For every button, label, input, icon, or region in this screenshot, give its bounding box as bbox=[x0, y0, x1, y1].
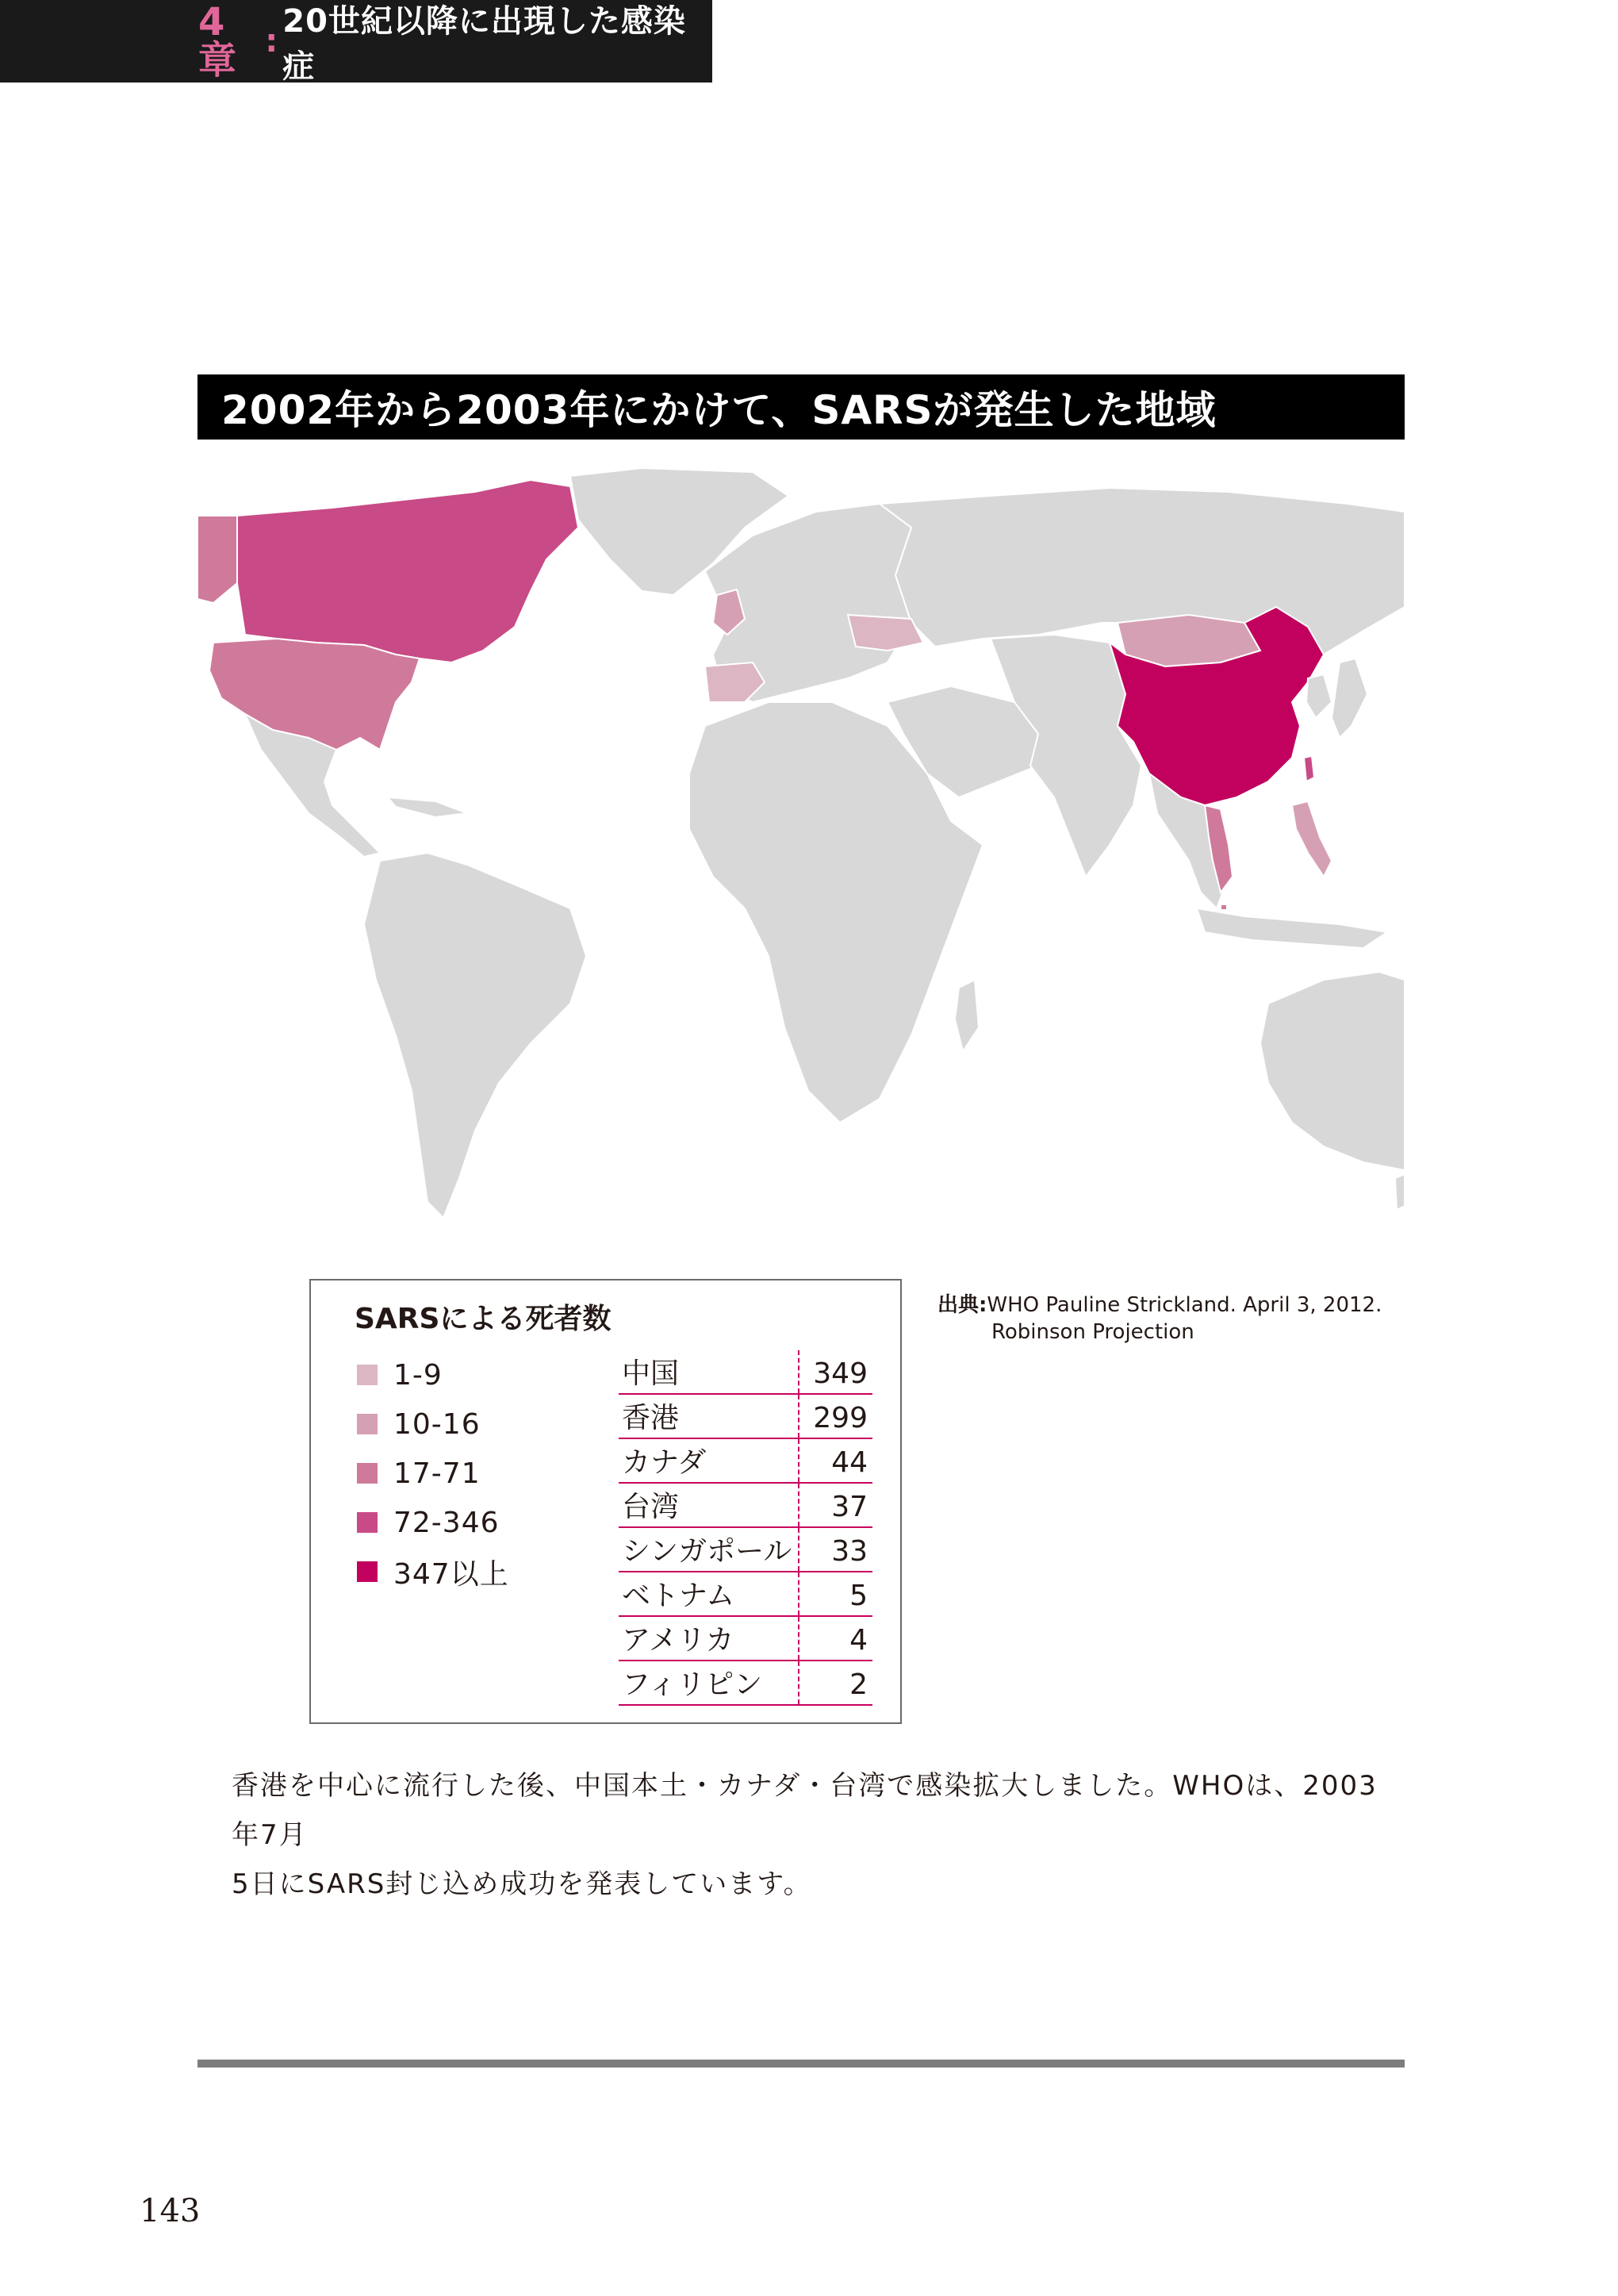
figure-title bbox=[197, 374, 1405, 440]
death-count: 5 bbox=[799, 1572, 872, 1616]
korea-region bbox=[1306, 674, 1332, 718]
ukraine-region bbox=[848, 615, 923, 651]
chapter-header bbox=[0, 0, 712, 83]
table-row bbox=[619, 1483, 872, 1527]
death-count: 33 bbox=[799, 1527, 872, 1572]
source-note bbox=[937, 1292, 1382, 1346]
country-name: ベトナム bbox=[619, 1572, 799, 1616]
south-america-region bbox=[364, 853, 586, 1218]
legend-label: 72-346 bbox=[393, 1506, 500, 1539]
legend-label: 347以上 bbox=[393, 1557, 509, 1591]
footer-divider bbox=[197, 2060, 1405, 2068]
source-line1: WHO Pauline Strickland. April 3, 2012. bbox=[987, 1293, 1382, 1317]
paragraph-line1: 香港を中心に流行した後、中国本土・カナダ・台湾で感染拡大しました。WHOは、2003年7月 bbox=[232, 1770, 1378, 1851]
legend-box bbox=[309, 1279, 902, 1724]
philippines-region bbox=[1292, 801, 1332, 877]
source-label: 出典: bbox=[937, 1293, 987, 1317]
death-count: 4 bbox=[799, 1616, 872, 1661]
legend-item bbox=[357, 1498, 509, 1547]
legend-swatch bbox=[357, 1561, 378, 1582]
legend-swatch bbox=[357, 1512, 378, 1533]
country-name: シンガポール bbox=[619, 1527, 799, 1572]
chapter-colon: : bbox=[265, 23, 278, 60]
death-count: 44 bbox=[799, 1438, 872, 1483]
alaska-region bbox=[197, 516, 237, 603]
country-name: アメリカ bbox=[619, 1616, 799, 1661]
figure-title-text: 2002年から2003年にかけて、SARSが発生した地域 bbox=[221, 387, 1217, 433]
country-name: カナダ bbox=[619, 1438, 799, 1483]
legend-label: 10-16 bbox=[393, 1407, 481, 1441]
taiwan-region bbox=[1304, 756, 1314, 781]
country-name: フィリピン bbox=[619, 1661, 799, 1705]
legend-swatch bbox=[357, 1365, 378, 1385]
legend-item bbox=[357, 1350, 509, 1399]
world-map bbox=[197, 464, 1405, 1238]
table-row bbox=[619, 1661, 872, 1705]
table-row bbox=[619, 1438, 872, 1483]
new-zealand-region bbox=[1395, 1174, 1405, 1210]
table-row bbox=[619, 1527, 872, 1572]
indonesia-region bbox=[1197, 908, 1387, 948]
death-count: 2 bbox=[799, 1661, 872, 1705]
page-number: 143 bbox=[140, 2193, 201, 2229]
legend-title: SARSによる死者数 bbox=[355, 1303, 612, 1335]
deaths-table bbox=[619, 1350, 872, 1706]
legend-item bbox=[357, 1547, 509, 1596]
legend-swatch bbox=[357, 1414, 378, 1434]
legend-list bbox=[357, 1350, 509, 1596]
canada-region bbox=[237, 480, 578, 662]
chapter-title: 20世紀以降に出現した感染症 bbox=[282, 3, 686, 85]
death-count: 299 bbox=[799, 1394, 872, 1438]
legend-item bbox=[357, 1399, 509, 1449]
usa-region bbox=[209, 639, 420, 750]
chapter-number: 4章 bbox=[198, 0, 237, 83]
legend-swatch bbox=[357, 1463, 378, 1484]
legend-item bbox=[357, 1449, 509, 1498]
death-count: 37 bbox=[799, 1483, 872, 1527]
caribbean-region bbox=[388, 797, 467, 817]
madagascar-region bbox=[955, 980, 979, 1051]
table-row bbox=[619, 1616, 872, 1661]
japan-region bbox=[1332, 658, 1367, 738]
country-name: 台湾 bbox=[619, 1483, 799, 1527]
singapore-region bbox=[1221, 904, 1227, 910]
source-line2: Robinson Projection bbox=[991, 1320, 1194, 1344]
legend-label: 17-71 bbox=[393, 1457, 481, 1490]
country-name: 香港 bbox=[619, 1394, 799, 1438]
legend-label: 1-9 bbox=[393, 1358, 443, 1392]
australia-region bbox=[1260, 972, 1405, 1170]
body-paragraph bbox=[232, 1761, 1382, 1909]
country-name: 中国 bbox=[619, 1350, 799, 1394]
death-count: 349 bbox=[799, 1350, 872, 1394]
table-row bbox=[619, 1350, 872, 1394]
paragraph-line2: 5日にSARS封じ込め成功を発表しています。 bbox=[232, 1868, 812, 1900]
table-row bbox=[619, 1394, 872, 1438]
table-row bbox=[619, 1572, 872, 1616]
